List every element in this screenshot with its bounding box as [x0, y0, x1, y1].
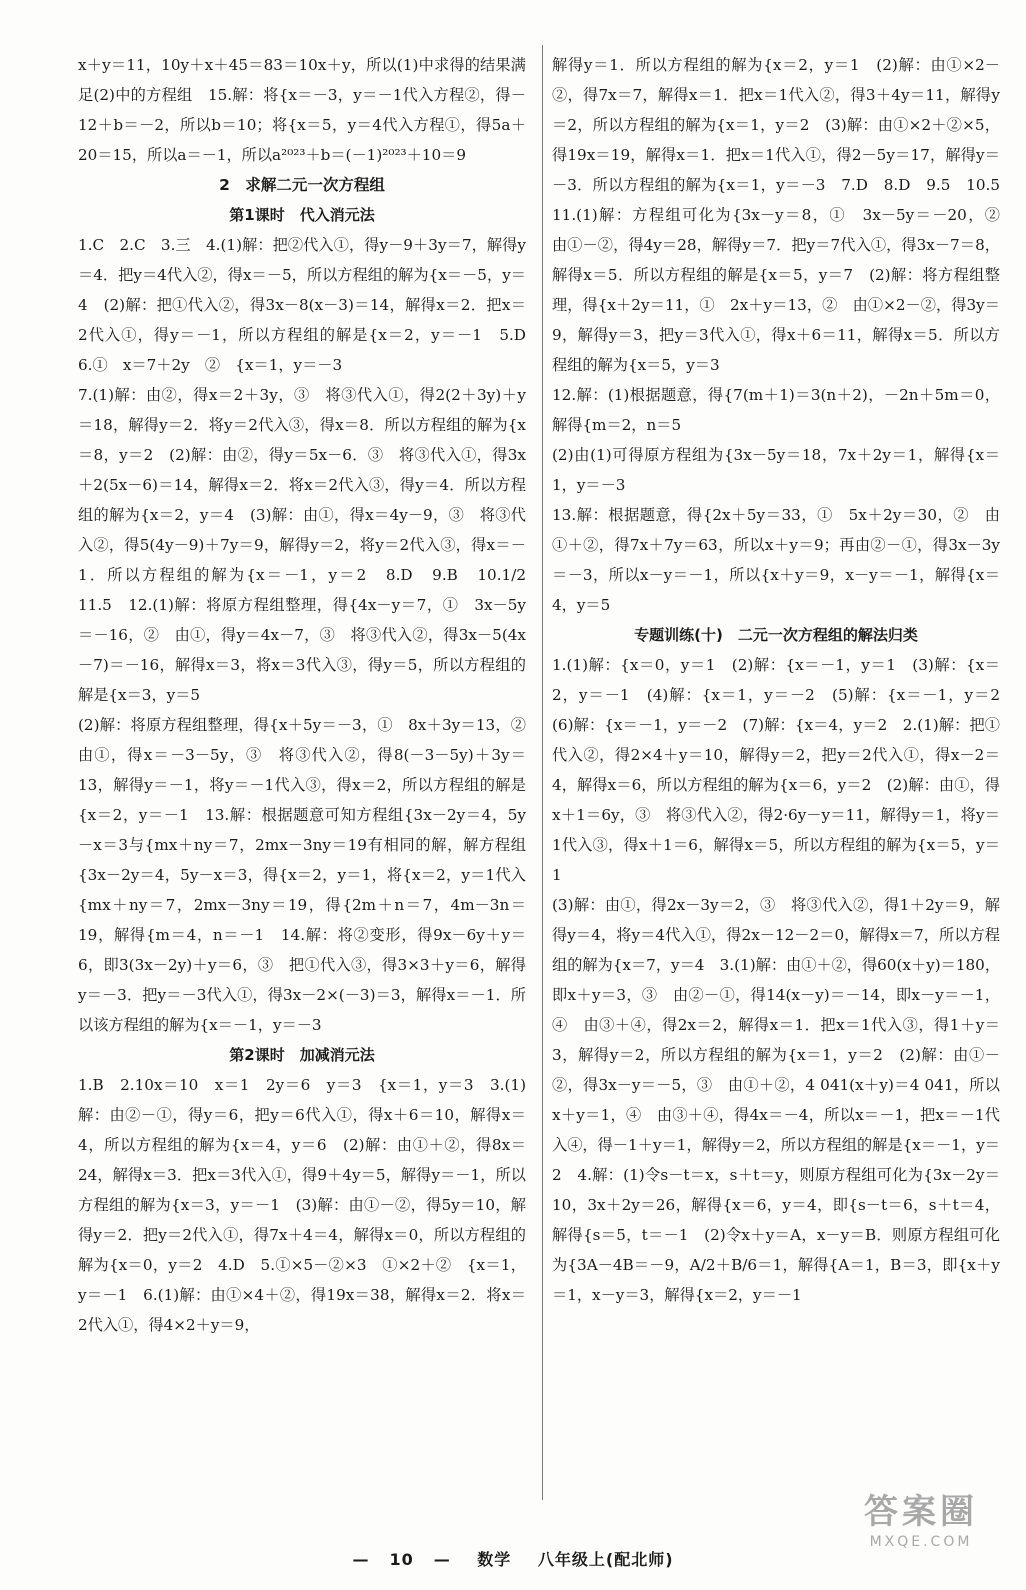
answer-paragraph: 13.解：根据题意，得{2x＋5y＝33，① 5x＋2y＝30，② 由①＋②，得7x＋7y＝63，所以x＋y＝9；再由②－①，得3x－3y＝－3，所以x－y＝－1，所以{x＋y＝9，x－y＝－1，解得{x＝4，y＝5: [552, 506, 1000, 614]
subject-label: 数学: [477, 1550, 512, 1569]
column-divider: [542, 45, 543, 1500]
site-watermark: [836, 1490, 1006, 1570]
right-column: [552, 50, 1016, 1510]
answer-paragraph: x＋y＝11，10y＋x＋45＝83＝10x＋y，所以(1)中求得的结果满足(2)中的方程组 15.解：将{x＝－3，y＝－1代入方程②，得－12＋b＝－2，所以b＝10；将{x＝5，y＝4代入方程①，得5a＋20＝15，所以a＝－1，所以a²⁰²³＋b＝(－1)²⁰²³＋10＝9: [78, 56, 526, 164]
section-title: 2 求解二元一次方程组: [219, 176, 385, 194]
page-number: 10: [389, 1550, 414, 1569]
subsection-title: 第1课时 代入消元法: [229, 206, 375, 224]
left-column: [78, 50, 542, 1510]
subsection-title: 第2课时 加减消元法: [229, 1046, 375, 1064]
answer-paragraph: (2)解：将原方程组整理，得{x＋5y＝－3，① 8x＋3y＝13，② 由①，得x＝－3－5y，③ 将③代入②，得8(－3－5y)＋3y＝13，解得y＝－1，将y＝－1代入③，得x＝2，所以方程组的解是{x＝2，y＝－1 13.解：根据题意可知方程组{3x－2y＝4，5y－x＝3与{mx＋ny＝7，2mx－3ny＝19有相同的解，解方程组{3x－2y＝4，5y－x＝3，得{x＝2，y＝1，将{x＝2，y＝1代入{mx＋ny＝7，2mx－3ny＝19，得{2m＋n＝7，4m－3n＝19，解得{m＝4，n＝－1 14.解：将②变形，得9x－6y＋y＝6，即3(3x－2y)＋y＝6，③ 把①代入③，得3×3＋y＝6，解得y＝－3．把y＝－3代入①，得3x－2×(－3)＝3，解得x＝－1．所以该方程组的解为{x＝－1，y＝－3: [78, 716, 542, 1034]
answer-paragraph: (3)解：由①，得2x－3y＝2，③ 将③代入②，得1＋2y＝9，解得y＝4，将y＝4代入①，得2x－12－2＝0，解得x＝7，所以方程组的解为{x＝7，y＝4 3.(1)解：由①＋②，得60(x＋y)＝180，即x＋y＝3，③ 由②－①，得14(x－y)＝－14，即x－y＝－1，④ 由③＋④，得2x＝2，解得x＝1．把x＝1代入③，得1＋y＝3，解得y＝2，所以方程组的解为{x＝1，y＝2 (2)解：由①－②，得3x－y＝－5，③ 由①＋②，4 041(x＋y)＝4 041，所以x＋y＝1，④ 由③＋④，得4x＝－4，所以x＝－1，把x＝－1代入④，得－1＋y＝1，解得y＝2，所以方程组的解是{x＝－1，y＝2 4.解：(1)令s－t＝x，s＋t＝y，则原方程组可化为{3x－2y＝10，3x＋2y＝26，解得{x＝6，y＝4，即{s－t＝6，s＋t＝4，解得{s＝5，t＝－1 (2)令x＋y＝A，x－y＝B．则原方程组可化为{3A－4B＝－9，A/2＋B/6＝1，解得{A＝1，B＝3，即{x＋y＝1，x－y＝3，解得{x＝2，y＝－1: [552, 896, 1001, 1304]
answer-paragraph: 1.(1)解：{x＝0，y＝1 (2)解：{x＝－1，y＝1 (3)解：{x＝2，y＝－1 (4)解：{x＝1，y＝－2 (5)解：{x＝－1，y＝2 (6)解：{x＝－1，y＝－2 (7)解：{x＝4，y＝2 2.(1)解：把①代入②，得2×4＋y＝10，解得y＝2，把y＝2代入①，得x－2＝4，解得x＝6，所以方程组的解为{x＝6，y＝2 (2)解：由①，得x＋1＝6y，③ 将③代入②，得2·6y－y＝11，解得y＝1，将y＝1代入③，得x＋1＝6，解得x＝5，所以方程组的解为{x＝5，y＝1: [552, 656, 1016, 884]
watermark-url: MXQE.COM: [869, 1534, 973, 1550]
watermark-logo: 答案圈: [864, 1492, 978, 1532]
footer-dash-left: —: [352, 1550, 370, 1569]
answer-paragraph: 1.B 2.10x＝10 x＝1 2y＝6 y＝3 {x＝1，y＝3 3.(1)解：由②－①，得y＝6，把y＝6代入①，得x＋6＝10，解得x＝4，所以方程组的解为{x＝4，y＝6 (2)解：由①＋②，得8x＝24，解得x＝3．把x＝3代入①，得9＋4y＝5，解得y＝－1，所以方程组的解为{x＝3，y＝－1 (3)解：由①－②，得5y＝10，解得y＝2．把y＝2代入①，得7x＋4＝4，解得x＝0，所以方程组的解为{x＝0，y＝2 4.D 5.①×5－②×3 ①×2＋② {x＝1，y＝－1 6.(1)解：由①×4＋②，得19x＝38，解得x＝2．将x＝2代入①，得4×2＋y＝9，: [78, 1076, 526, 1334]
answer-paragraph: 1.C 2.C 3.三 4.(1)解：把②代入①，得y－9＋3y＝7，解得y＝4．把y＝4代入②，得x＝－5，所以方程组的解为{x＝－5，y＝4 (2)解：把①代入②，得3x－8(x－3)＝14，解得x＝2．把x＝2代入①，得y＝－1，所以方程组的解是{x＝2，y＝－1 5.D 6.① x＝7＋2y ② {x＝1，y＝－3: [78, 236, 542, 374]
footer-dash-right: —: [433, 1550, 451, 1569]
grade-label: 八年级上(配北师): [537, 1550, 674, 1569]
answer-paragraph: 7.(1)解：由②，得x＝2＋3y，③ 将③代入①，得2(2＋3y)＋y＝18，解得y＝2．将y＝2代入③，得x＝8．所以方程组的解为{x＝8，y＝2 (2)解：由②，得y＝5x－6．③ 将③代入①，得3x＋2(5x－6)＝14，解得x＝2．将x＝2代入③，得y＝4．所以方程组的解为{x＝2，y＝4 (3)解：由①，得x＝4y－9，③ 将③代入②，得5(4y－9)＋7y＝9，解得y＝2，将y＝2代入③，得x＝－1．所以方程组的解为{x＝－1，y＝2 8.D 9.B 10.1/2 11.5 12.(1)解：将原方程组整理，得{4x－y＝7，① 3x－5y＝－16，② 由①，得y＝4x－7，③ 将③代入②，得3x－5(4x－7)＝－16，解得x＝3，将x＝3代入③，得y＝5，所以方程组的解是{x＝3，y＝5: [78, 386, 542, 704]
answer-paragraph: 解得y＝1．所以方程组的解为{x＝2，y＝1 (2)解：由①×2－②，得7x＝7，解得x＝1．把x＝1代入②，得3＋4y＝11，解得y＝2，所以方程组的解为{x＝1，y＝2 (3)解：由①×2＋②×5，得19x＝19，解得x＝1．把x＝1代入①，得2－5y＝17，解得y＝－3．所以方程组的解为{x＝1，y＝－3 7.D 8.D 9.5 10.5 11.(1)解：方程组可化为{3x－y＝8，① 3x－5y＝－20，② 由①－②，得4y＝28，解得y＝7．把y＝7代入①，得3x－7＝8，解得x＝5．所以方程组的解是{x＝5，y＝7 (2)解：将方程组整理，得{x＋2y＝11，① 2x＋y＝13，② 由①×2－②，得3y＝9，解得y＝3，把y＝3代入①，得x＋6＝11，解得x＝5．所以方程组的解为{x＝5，y＝3: [552, 56, 1016, 374]
subsection-title: 专题训练(十) 二元一次方程组的解法归类: [634, 626, 918, 644]
answer-paragraph: 12.解：(1)根据题意，得{7(m＋1)＝3(n＋2)，－2n＋5m＝0，解得{m＝2，n＝5: [552, 386, 1000, 434]
answer-paragraph: (2)由(1)可得原方程组为{3x－5y＝18，7x＋2y＝1，解得{x＝1，y＝－3: [552, 446, 1000, 494]
